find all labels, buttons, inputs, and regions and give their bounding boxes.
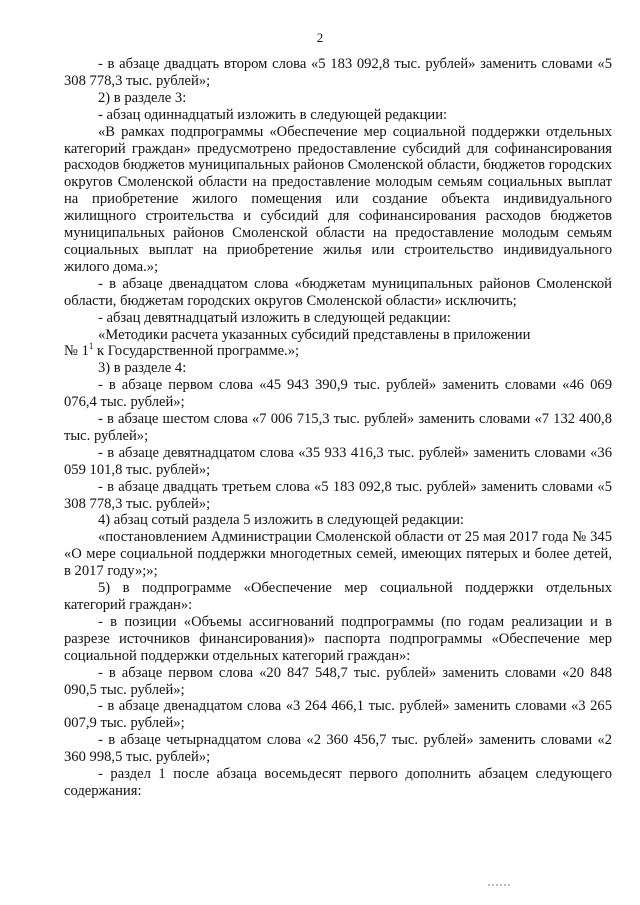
paragraph: - в абзаце двадцать третьем слова «5 183 092,8 тыс. рублей» заменить словами «5 308 778,3 тыс. рублей»; <box>64 478 612 512</box>
paragraph: - в абзаце первом слова «45 943 390,9 тыс. рублей» заменить словами «46 069 076,4 тыс. рублей»; <box>64 377 612 411</box>
paragraph: «Методики расчета указанных субсидий представлены в приложении <box>98 326 531 343</box>
paragraph: - абзац одиннадцатый изложить в следующей редакции: <box>98 106 448 123</box>
paragraph: - в абзаце девятнадцатом слова «35 933 416,3 тыс. рублей» заменить словами «36 059 101,8 тыс. рублей»; <box>64 444 612 478</box>
paragraph: - в позиции «Объемы ассигнований подпрограммы (по годам реализации и в разрезе источников финансирования)» паспорта подпрограммы «Обеспечение мер социальной поддержки отдельных категорий граждан»: <box>64 613 612 664</box>
appendix-suffix: к Государственной программе.»; <box>93 343 300 360</box>
paragraph: 5) в подпрограмме «Обеспечение мер социальной поддержки отдельных категорий граждан»: <box>64 580 612 613</box>
page-number: 2 <box>316 30 324 45</box>
appendix-reference-line <box>64 343 612 360</box>
appendix-number: № 1 <box>64 343 89 360</box>
paragraph: 2) в разделе 3: <box>98 89 187 106</box>
paragraph: - в абзаце двенадцатом слова «3 264 466,1 тыс. рублей» заменить словами «3 265 007,9 тыс. рублей»; <box>64 698 612 732</box>
paragraph: 3) в разделе 4: <box>98 360 187 377</box>
document-body <box>64 56 612 800</box>
paragraph: - в абзаце двенадцатом слова «бюджетам муниципальных районов Смоленской области, бюджетам городских округов Смоленской области» исключить; <box>64 275 612 309</box>
scan-artifact <box>488 884 510 886</box>
appendix-superscript: 1 <box>88 341 94 352</box>
paragraph: - в абзаце первом слова «20 847 548,7 тыс. рублей» заменить словами «20 848 090,5 тыс. рублей»; <box>64 664 612 698</box>
paragraph: - раздел 1 после абзаца восемьдесят первого дополнить абзацем следующего содержания: <box>64 766 612 799</box>
paragraph: - в абзаце четырнадцатом слова «2 360 456,7 тыс. рублей» заменить словами «2 360 998,5 тыс. рублей»; <box>64 732 612 766</box>
paragraph: «В рамках подпрограммы «Обеспечение мер социальной поддержки отдельных категорий граждан» предусмотрено предоставление субсидий для софинансирования расходов бюджетов муниципальных районов Смоленской области, бюджетов городских округов Смоленской области на предоставление молодым семьям социальных выплат на приобретение жилого помещения или создание объекта индивидуального жилищного строительства и субсидий для софинансирования расходов бюджетов муниципальных районов Смоленской области на предоставление молодым семьям социальных выплат на приобретение жилья или строительство индивидуального жилого дома.»; <box>64 123 612 275</box>
paragraph: «постановлением Администрации Смоленской области от 25 мая 2017 года № 345 «О мере социальной поддержки многодетных семей, имеющих пятерых и более детей, в 2017 году»;»; <box>64 529 612 580</box>
paragraph: 4) абзац сотый раздела 5 изложить в следующей редакции: <box>98 512 464 529</box>
paragraph: - абзац девятнадцатый изложить в следующей редакции: <box>98 309 451 326</box>
paragraph: - в абзаце шестом слова «7 006 715,3 тыс. рублей» заменить словами «7 132 400,8 тыс. рублей»; <box>64 411 612 444</box>
paragraph: - в абзаце двадцать втором слова «5 183 092,8 тыс. рублей» заменить словами «5 308 778,3 тыс. рублей»; <box>64 56 612 89</box>
